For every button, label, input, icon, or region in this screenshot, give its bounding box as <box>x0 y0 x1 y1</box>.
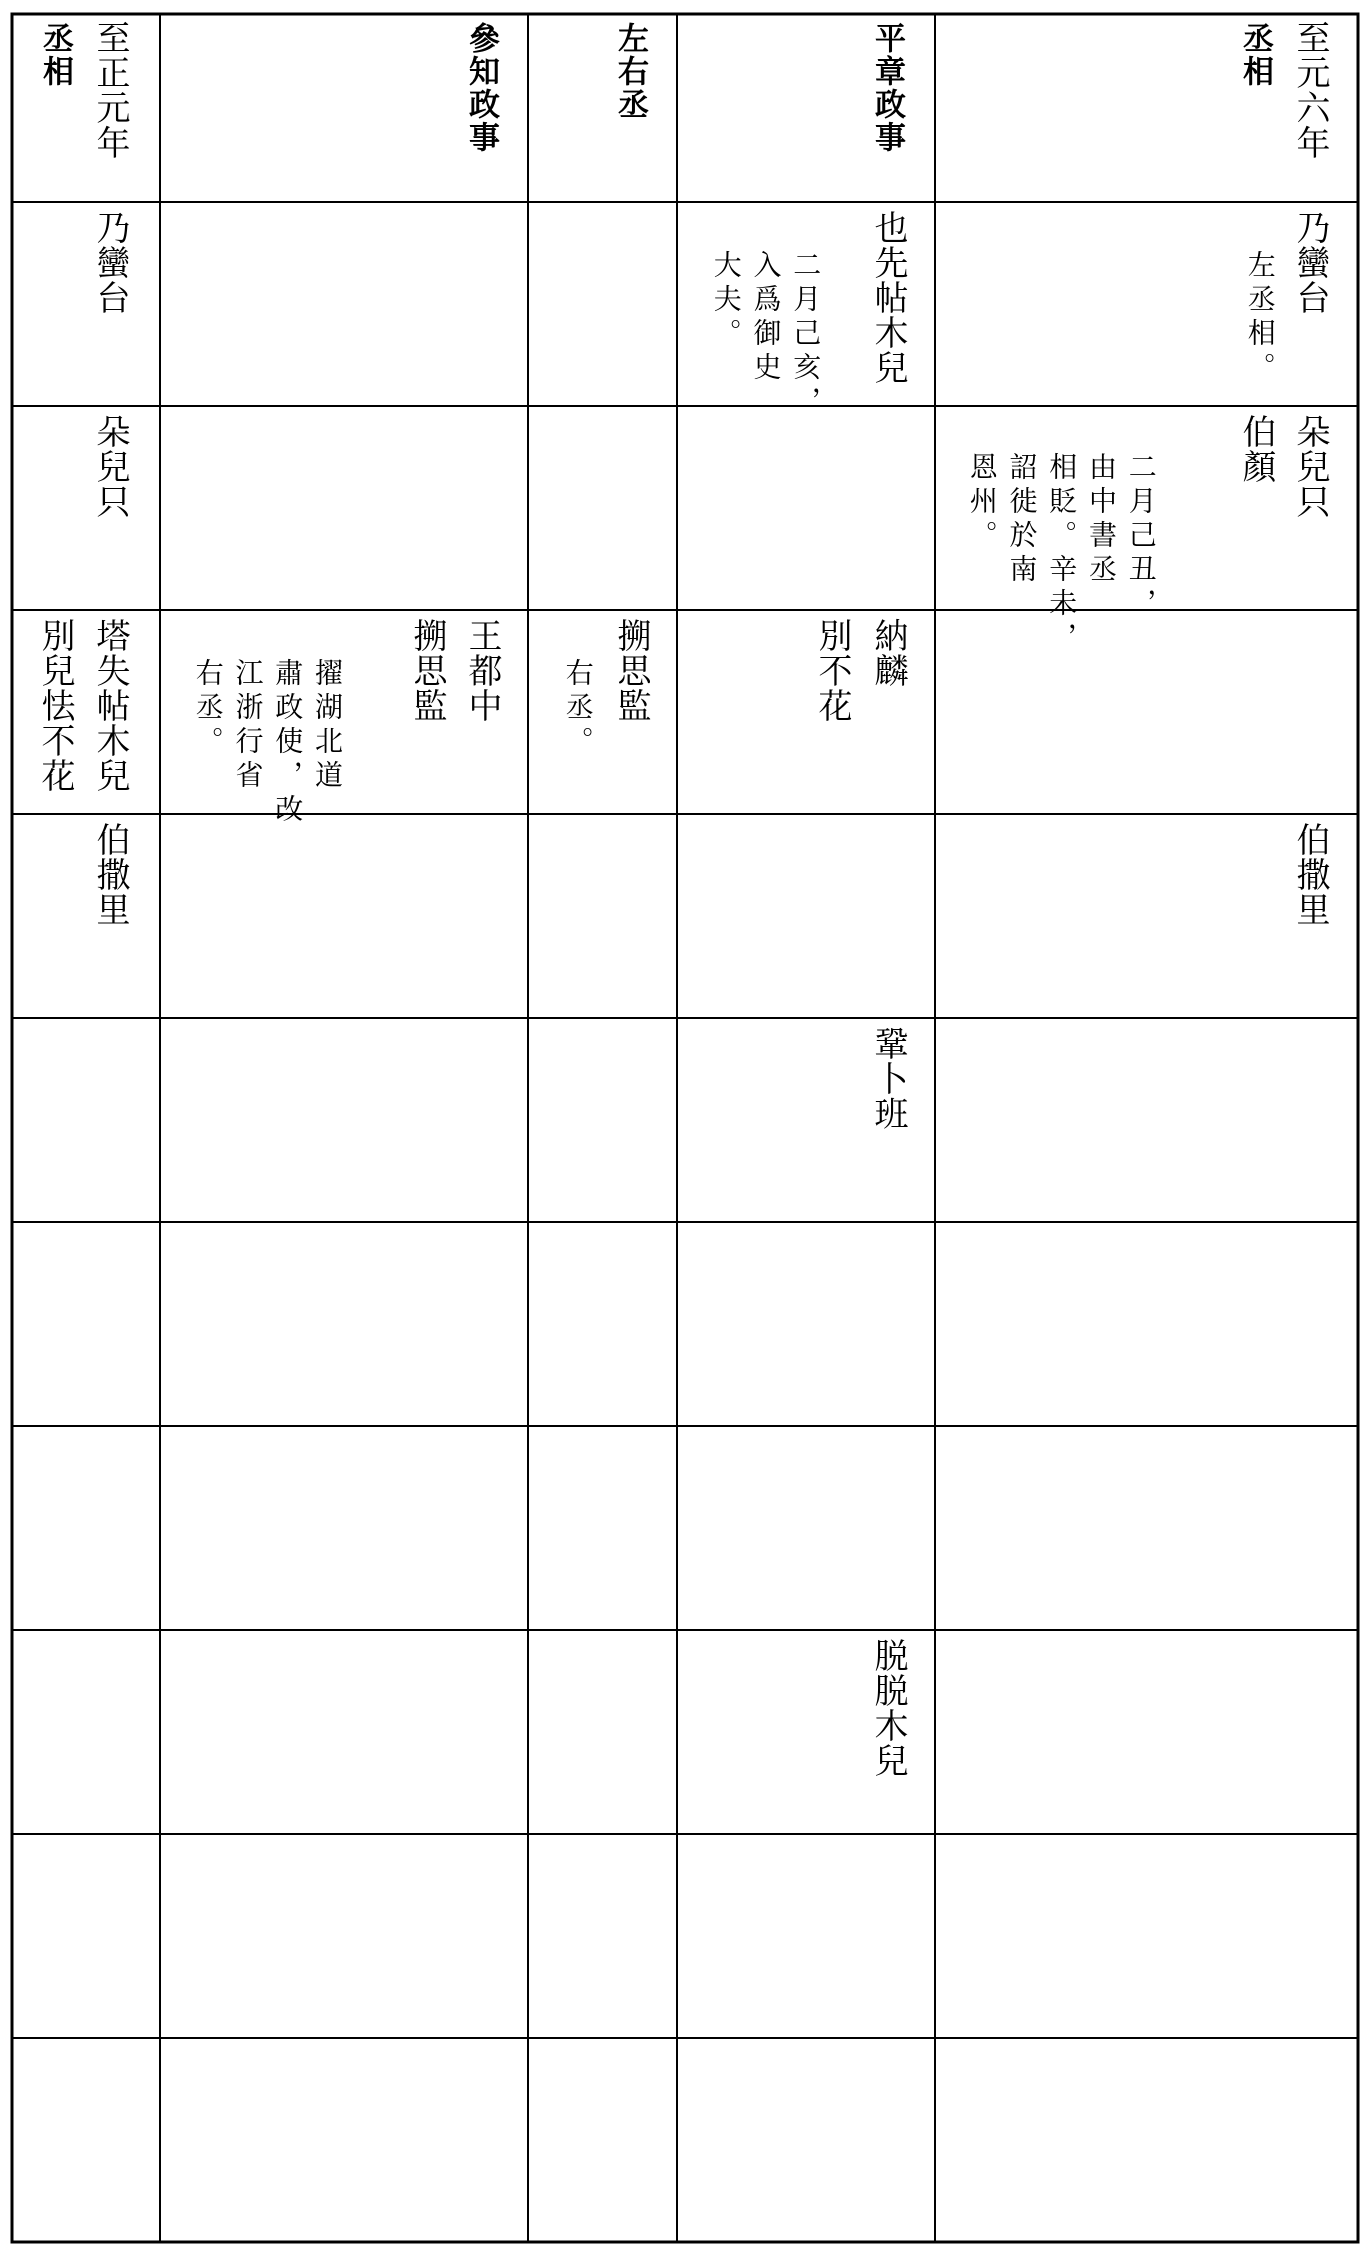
row1-chengxiang-r-name: 乃蠻台 <box>1290 210 1330 315</box>
row3-chengxiang-l-name2: 別兒怯不花 <box>35 618 75 793</box>
header-right-year: 至元六年 <box>1290 20 1330 160</box>
row2-chengxiang-r-note: 二月己丑， 由中書丞 相貶。辛未， 詔徙於南 恩州。 <box>965 452 1158 656</box>
row1-chengxiang-r-note: 左丞相。 <box>1243 250 1277 386</box>
row3-chengxiang-l-name: 塔失帖木兒 <box>90 618 130 793</box>
header-zuoyou: 左右丞 <box>612 22 648 121</box>
header-right-label: 丞相 <box>1237 22 1273 88</box>
row1-chengxiang-l-name: 乃蠻台 <box>90 210 130 315</box>
header-pingzhang: 平章政事 <box>869 22 905 154</box>
row1-pingzhang-note: 二月己亥， 入爲御史 大夫。 <box>709 250 823 420</box>
row3-pingzhang-name2: 別不花 <box>812 618 852 723</box>
row4-chengxiang-l-name: 伯撒里 <box>90 822 130 927</box>
row5-pingzhang-name: 鞏卜班 <box>868 1026 908 1131</box>
row1-pingzhang-name: 也先帖木兒 <box>868 210 908 385</box>
row3-canzhi-name: 王都中 <box>462 618 502 723</box>
row3-zuoyou-name: 搠思監 <box>611 618 651 723</box>
row3-zuoyou-note: 右丞。 <box>561 658 595 760</box>
row3-canzhi-note: 擢湖北道 肅政使，改 江浙行省 右丞。 <box>191 658 344 828</box>
row3-pingzhang-name: 納麟 <box>868 618 908 688</box>
row3-canzhi-name2: 搠思監 <box>407 618 447 723</box>
table-border <box>12 14 1358 2242</box>
header-left-year: 至正元年 <box>90 20 130 160</box>
row4-chengxiang-r-name: 伯撒里 <box>1290 822 1330 927</box>
header-canzhi: 參知政事 <box>463 22 499 154</box>
row2-chengxiang-r-name2: 伯顏 <box>1236 414 1276 484</box>
header-left-label: 丞相 <box>37 22 73 88</box>
row2-chengxiang-r-name: 朵兒只 <box>1290 414 1330 519</box>
row8-pingzhang-name: 脱脱木兒 <box>868 1638 908 1778</box>
row2-chengxiang-l-name: 朵兒只 <box>90 414 130 519</box>
